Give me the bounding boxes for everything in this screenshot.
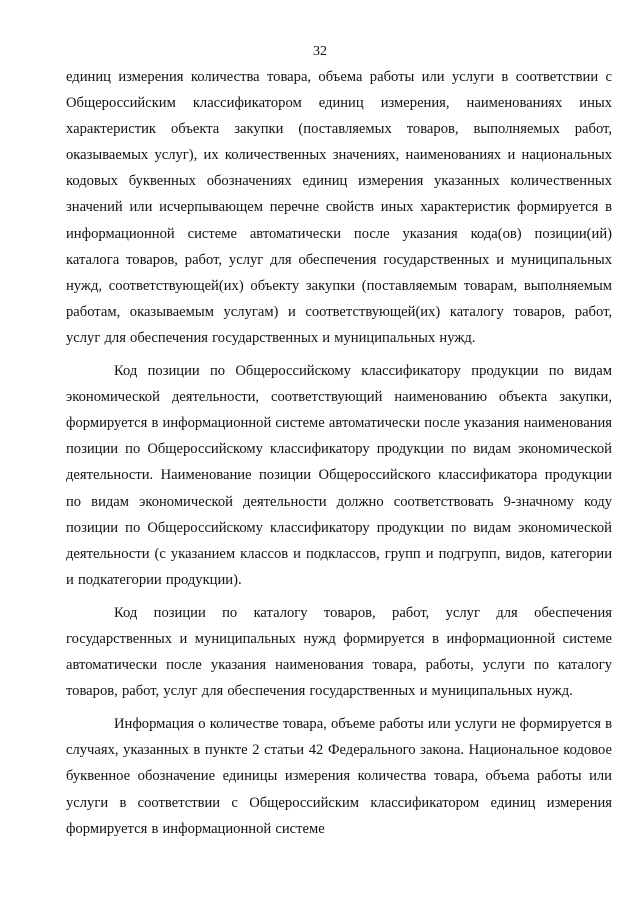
paragraph-okpd-code: Код позиции по Общероссийскому классификатору продукции по видам экономической деятельности, соответствующий наименованию объекта закупки, формируется в информационной системе автоматически после указания наименования позиции по Общероссийскому классификатору продукции по видам экономической деятельности. Наименование позиции Общероссийского классификатора продукции по видам экономической деятельности должно соответствовать 9-значному коду позиции по Общероссийскому классификатору продукции по видам экономической деятельности (с указанием классов и подклассов, групп и подгрупп, видов, категории и подкатегории продукции). [66, 363, 612, 588]
page-number: 32 [313, 44, 327, 59]
paragraph-quantity-info: Информация о количестве товара, объеме работы или услуги не формируется в случаях, указанных в пункте 2 статьи 42 Федерального закона. Национальное кодовое буквенное обозначение единицы измерения количества товара, объема работы или услуги в соответствии с Общероссийским классификатором единиц измерения формируется в информационной системе [66, 716, 612, 837]
document-body [66, 64, 612, 842]
paragraph-catalog-code: Код позиции по каталогу товаров, работ, услуг для обеспечения государственных и муниципальных нужд формируется в информационной системе автоматически после указания наименования товара, работы, услуги по каталогу товаров, работ, услуг для обеспечения государственных и муниципальных нужд. [66, 604, 612, 700]
paragraph-continuation: единиц измерения количества товара, объема работы или услуги в соответствии с Общероссийским классификатором единиц измерения, наименованиях иных характеристик объекта закупки (поставляемых товаров, выполняемых работ, оказываемых услуг), их количественных значениях, наименованиях и национальных кодовых буквенных обозначениях единиц измерения указанных количественных значений или исчерпывающем перечне свойств иных характеристик формируется в информационной системе автоматически после указания кода(ов) позиции(ий) каталога товаров, работ, услуг для обеспечения государственных и муниципальных нужд, соответствующей(их) объекту закупки (поставляемым товарам, выполняемым работам, оказываемым услугам) и соответствующей(их) каталогу товаров, работ, услуг для обеспечения государственных и муниципальных нужд. [66, 69, 612, 346]
